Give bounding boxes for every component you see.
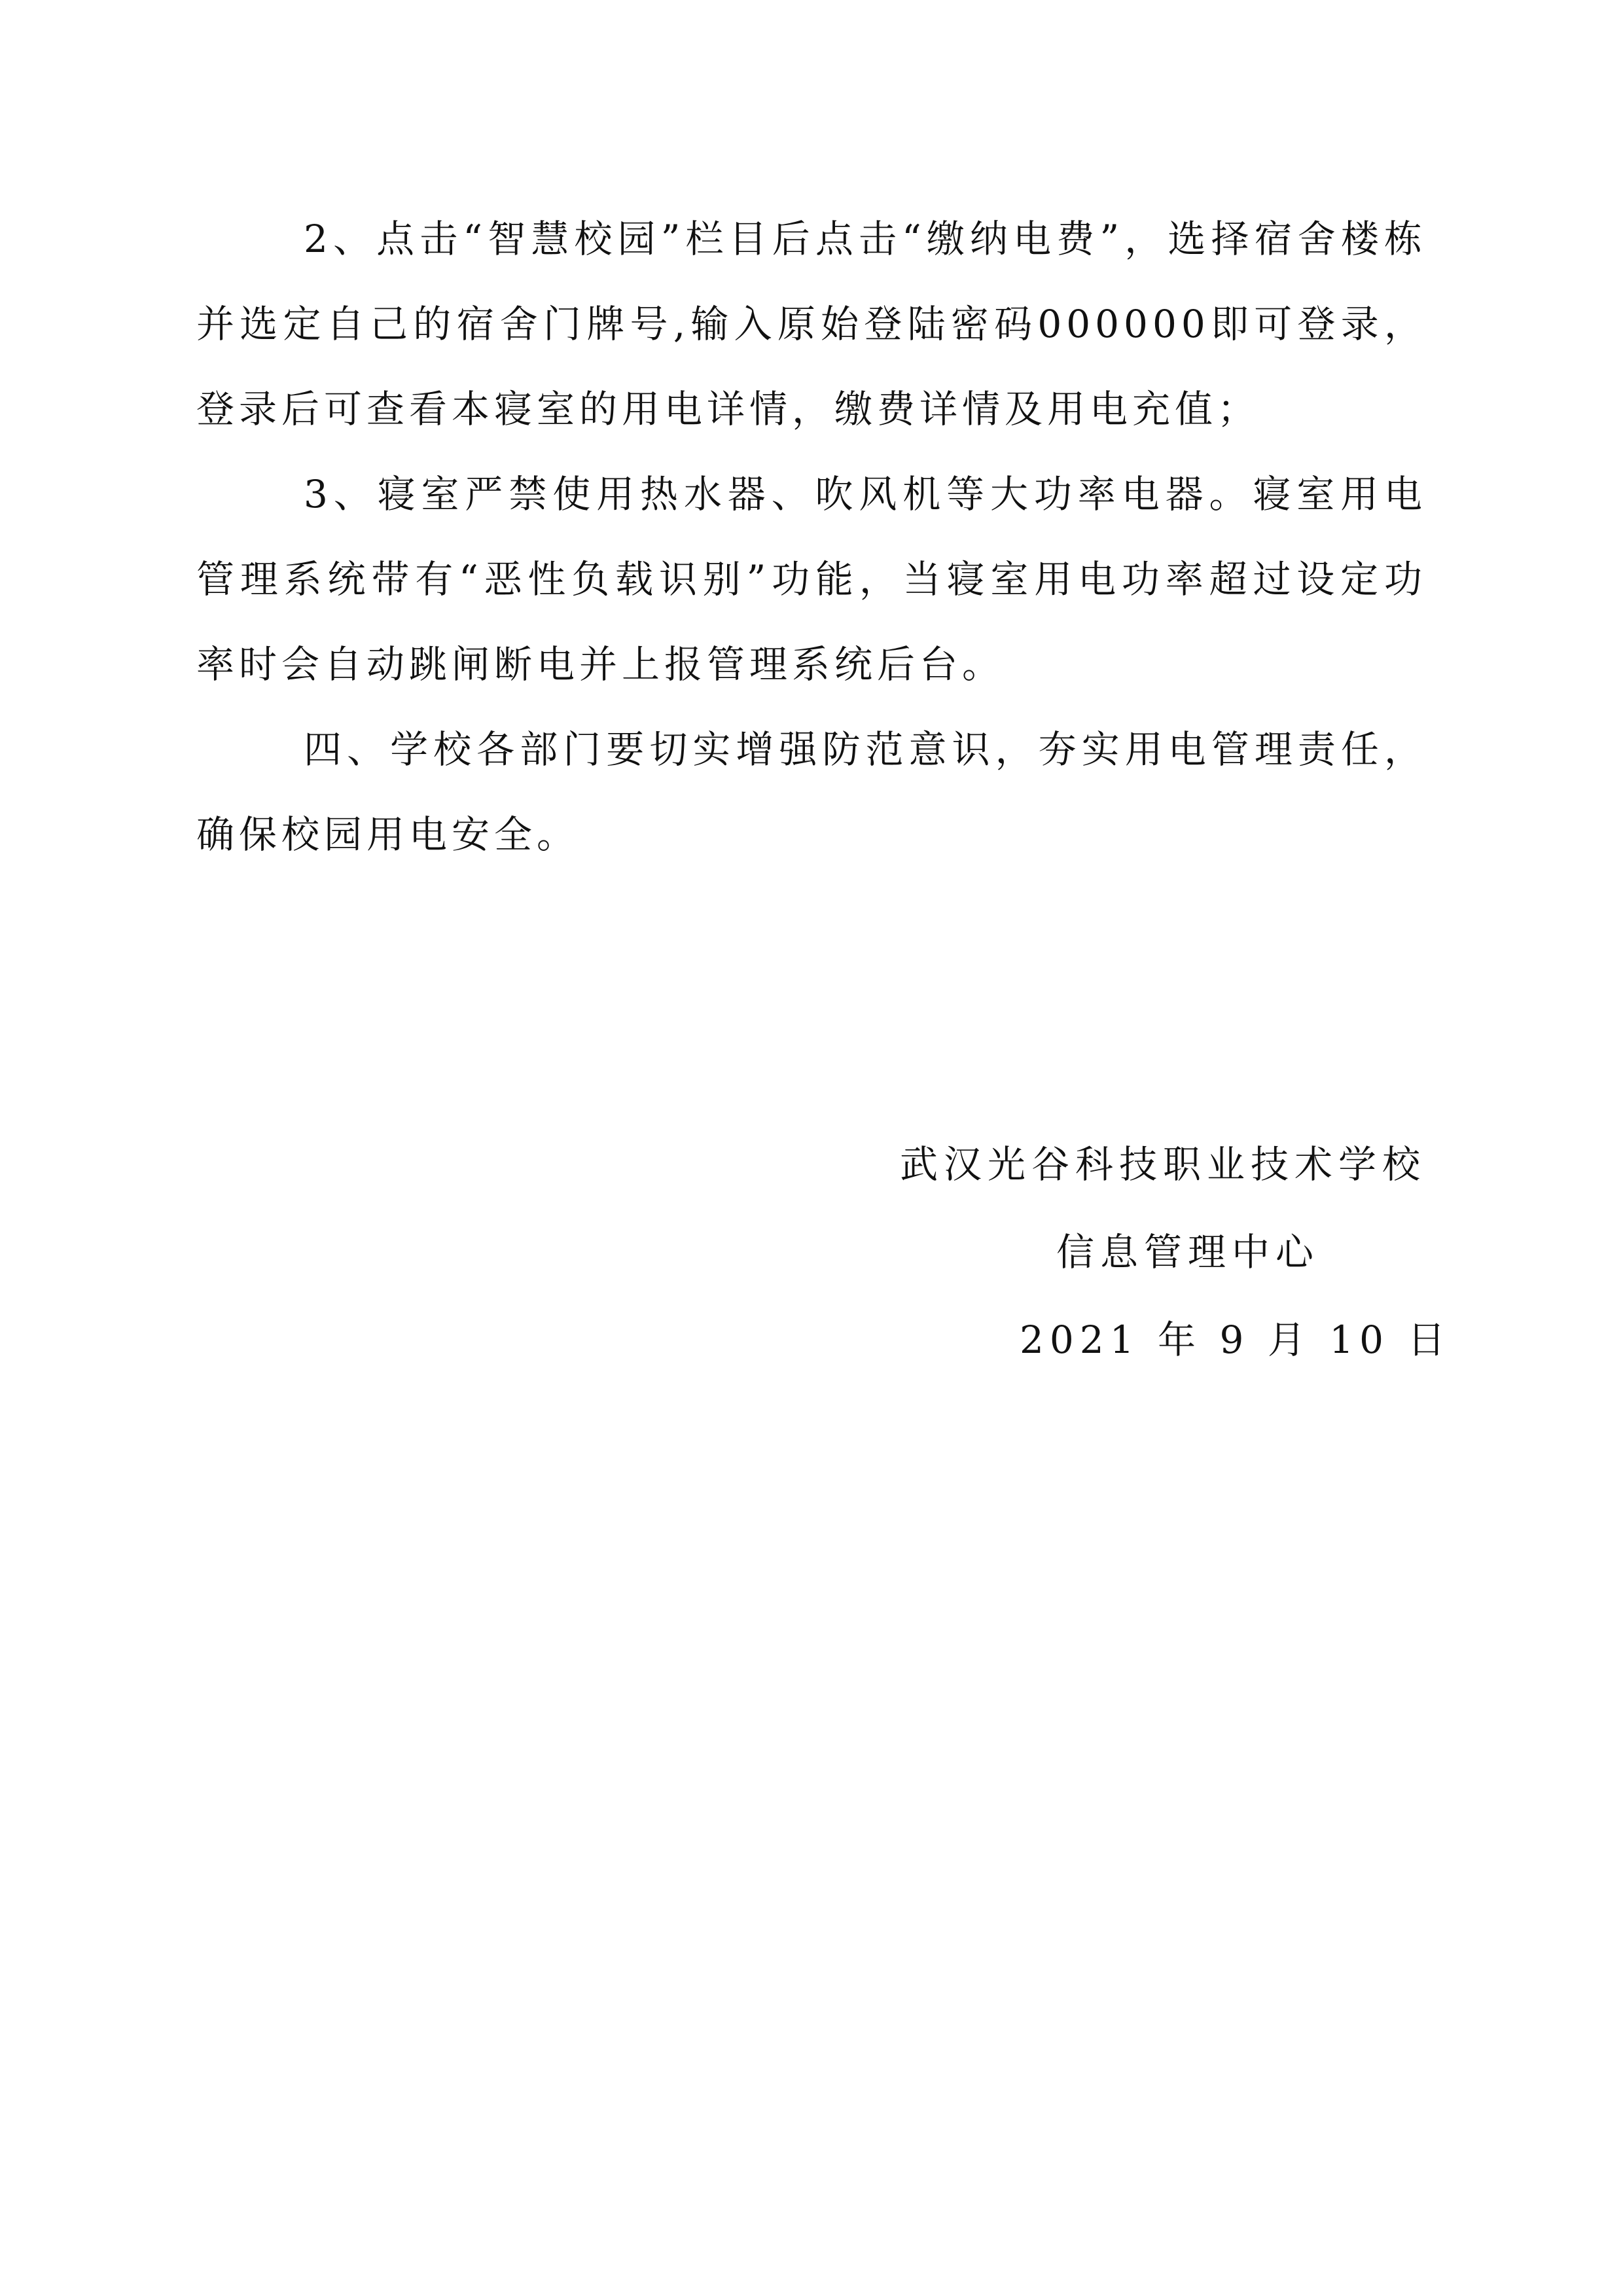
paragraph-section-4: 四、学校各部门要切实增强防范意识，夯实用电管理责任，确保校园用电安全。 (196, 727, 1427, 857)
paragraph-step-3: 3、寝室严禁使用热水器、吹风机等大功率电器。寝室用电管理系统带有“恶性负载识别”功能，当寝室用电功率超过设定功率时会自动跳闸断电并上报管理系统后台。 (196, 472, 1427, 687)
signature-organization: 武汉光谷科技职业技术学校 (900, 1142, 1427, 1187)
paragraph-step-2: 2、点击“智慧校园”栏目后点击“缴纳电费”，选择宿舍楼栋并选定自己的宿舍门牌号,输入原始登陆密码000000即可登录，登录后可查看本寝室的用电详情，缴费详情及用电充值； (196, 217, 1427, 431)
signature-block (851, 1121, 1452, 1384)
document-body (196, 196, 1427, 877)
signature-date: 2021 年 9 月 10 日 (1020, 1318, 1452, 1362)
signature-department: 信息管理中心 (1056, 1230, 1320, 1274)
